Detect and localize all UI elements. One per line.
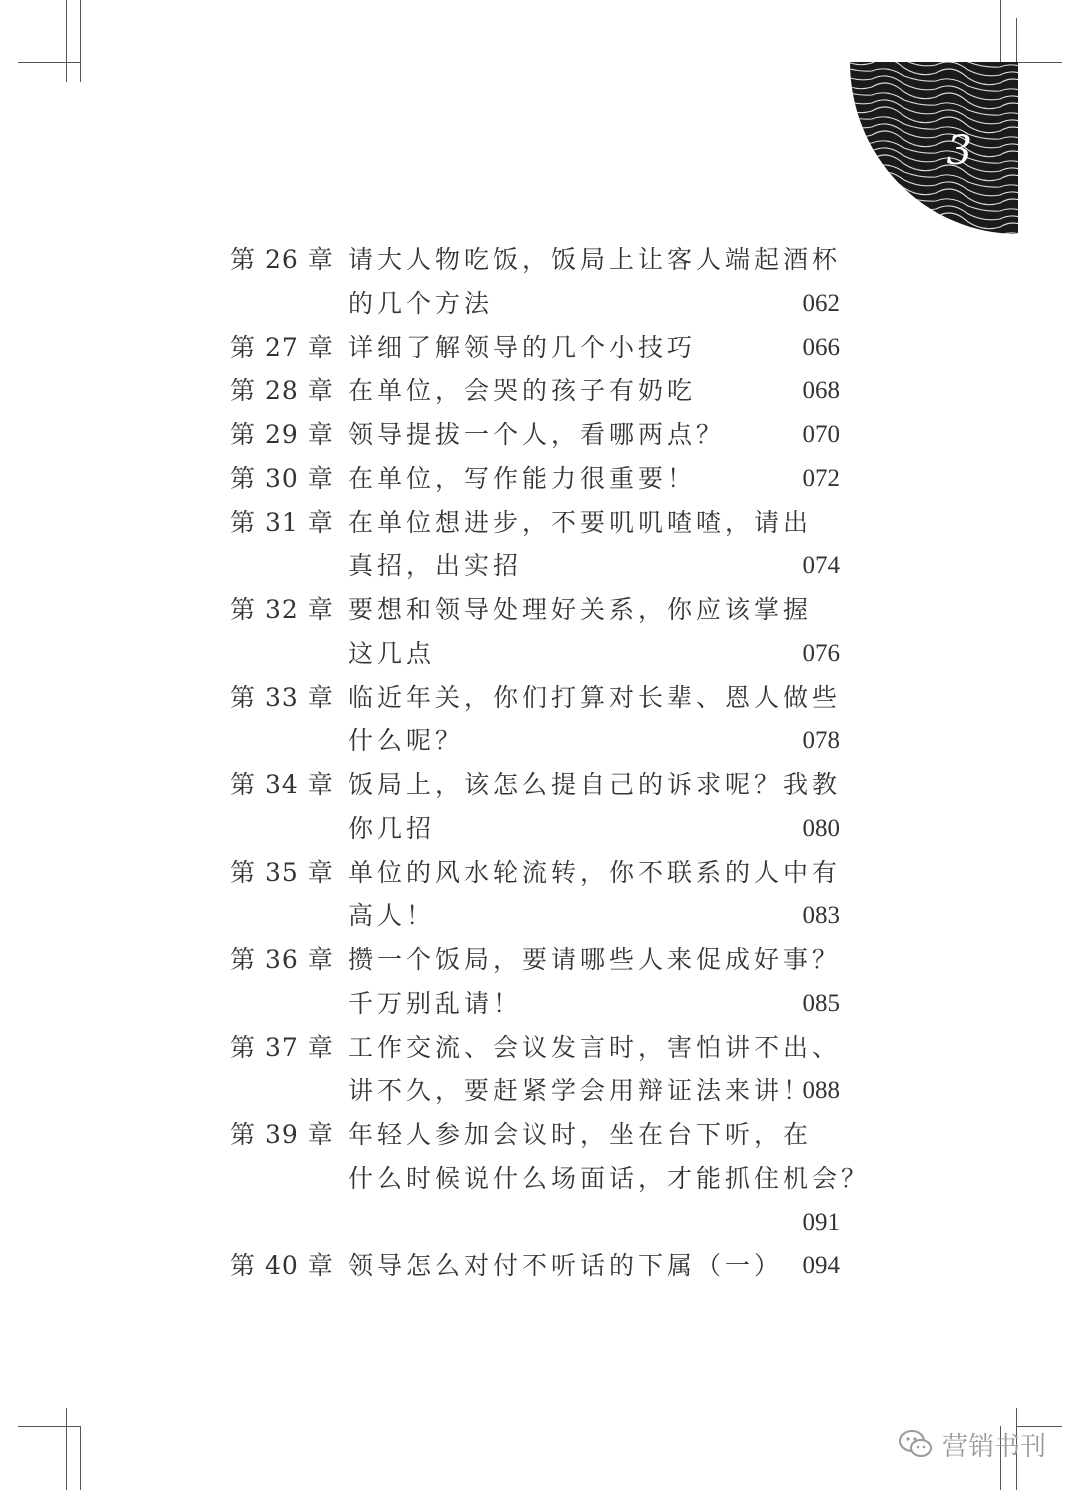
chapter-label: 第 32 章 xyxy=(230,595,334,624)
page-ref: 062 xyxy=(802,289,840,317)
entry-title-line: 年轻人参加会议时，坐在台下听，在 xyxy=(348,1120,813,1149)
toc-entry xyxy=(230,457,840,501)
decorative-corner-pattern xyxy=(850,62,1018,234)
toc-entry xyxy=(230,238,840,326)
watermark-text: 营销书刊 xyxy=(941,1431,1046,1462)
entry-title-line: 在单位，写作能力很重要！ xyxy=(348,463,697,493)
entry-title-line: 高人！ xyxy=(348,901,436,931)
chapter-label: 第 40 章 xyxy=(230,1251,334,1281)
entry-title-line: 攒一个饭局，要请哪些人来促成好事？ xyxy=(348,945,842,974)
entry-title-line: 你几招 xyxy=(348,813,436,843)
toc-row xyxy=(230,763,840,807)
entry-title-line: 真招，出实招 xyxy=(348,551,523,581)
toc-row xyxy=(230,238,840,282)
chapter-label: 第 35 章 xyxy=(230,857,334,887)
toc-entry xyxy=(230,1244,840,1288)
toc-row xyxy=(230,1244,840,1288)
toc-row xyxy=(230,807,840,851)
chapter-label: 第 29 章 xyxy=(230,420,334,449)
toc-row xyxy=(230,457,840,501)
page-ref: 091 xyxy=(802,1208,840,1236)
toc-row xyxy=(230,632,840,676)
entry-title-line: 在单位想进步，不要叽叽喳喳，请出 xyxy=(348,507,813,537)
entry-title-line: 领导提拔一个人，看哪两点？ xyxy=(348,420,726,449)
entry-title-line: 要想和领导处理好关系，你应该掌握 xyxy=(348,595,813,624)
page-ref: 078 xyxy=(802,727,840,755)
entry-title-line: 临近年关，你们打算对长辈、恩人做些 xyxy=(348,682,842,712)
chapter-label: 第 27 章 xyxy=(230,332,334,362)
chapter-label: 第 37 章 xyxy=(230,1032,334,1062)
toc-entry xyxy=(230,1113,871,1244)
toc-row xyxy=(230,851,840,895)
page-ref: 068 xyxy=(802,377,840,405)
wechat-icon xyxy=(898,1428,934,1460)
table-of-contents xyxy=(230,238,871,1288)
toc-row xyxy=(230,719,840,763)
toc-row xyxy=(230,1069,840,1113)
toc-row xyxy=(230,326,840,370)
chapter-label: 第 33 章 xyxy=(230,682,334,712)
toc-entry xyxy=(230,588,840,676)
entry-title-line: 饭局上，该怎么提自己的诉求呢？我教 xyxy=(348,770,842,799)
chapter-label: 第 28 章 xyxy=(230,376,334,406)
toc-entry xyxy=(230,676,840,764)
page-ref: 088 xyxy=(802,1077,840,1105)
toc-entry xyxy=(230,851,840,939)
entry-title-line: 在单位，会哭的孩子有奶吃 xyxy=(348,376,697,406)
entry-title-line: 领导怎么对付不听话的下属（一） xyxy=(348,1251,784,1281)
toc-entry xyxy=(230,413,840,457)
page-ref: 076 xyxy=(802,639,840,667)
toc-row xyxy=(230,1113,840,1157)
page-ref: 085 xyxy=(802,989,840,1017)
toc-row xyxy=(230,982,840,1026)
chapter-label: 第 30 章 xyxy=(230,463,334,493)
entry-title-line: 千万别乱请！ xyxy=(348,988,523,1018)
page-ref: 074 xyxy=(802,552,840,580)
entry-title-line: 这几点 xyxy=(348,638,436,668)
crop-mark-top-left xyxy=(18,0,84,82)
toc-row xyxy=(230,588,840,632)
page-ref: 072 xyxy=(802,464,840,492)
toc-entry xyxy=(230,938,840,1026)
toc-row xyxy=(230,1157,871,1201)
toc-row xyxy=(230,413,840,457)
entry-title-line: 讲不久，要赶紧学会用辩证法来讲！ xyxy=(348,1076,813,1106)
crop-mark-bottom-left xyxy=(18,1408,84,1490)
page-ref: 066 xyxy=(802,333,840,361)
toc-row xyxy=(230,369,840,413)
toc-entry xyxy=(230,369,840,413)
toc-row xyxy=(230,938,840,982)
chapter-label: 第 39 章 xyxy=(230,1120,334,1149)
page-number: 3 xyxy=(946,128,972,174)
toc-row xyxy=(230,676,840,720)
toc-row xyxy=(230,544,840,588)
toc-row xyxy=(230,894,840,938)
chapter-label: 第 26 章 xyxy=(230,245,334,274)
entry-title-line: 请大人物吃饭，饭局上让客人端起酒杯 xyxy=(348,245,842,274)
toc-entry xyxy=(230,501,840,589)
toc-row xyxy=(230,282,840,326)
toc-entry xyxy=(230,1026,840,1114)
toc-row xyxy=(230,1026,840,1070)
entry-title-line: 什么呢？ xyxy=(348,726,465,756)
entry-title-line: 的几个方法 xyxy=(348,288,494,318)
toc-row xyxy=(230,501,840,545)
page-ref: 070 xyxy=(802,421,840,448)
page-ref: 094 xyxy=(802,1252,840,1280)
toc-entry xyxy=(230,763,840,851)
entry-title-line: 什么时候说什么场面话，才能抓住机会？ xyxy=(348,1163,871,1193)
chapter-label: 第 31 章 xyxy=(230,507,334,537)
chapter-label: 第 34 章 xyxy=(230,770,334,799)
entry-title-line: 单位的风水轮流转，你不联系的人中有 xyxy=(348,857,842,887)
entry-title-line: 工作交流、会议发言时，害怕讲不出、 xyxy=(348,1032,842,1062)
page-ref: 080 xyxy=(802,814,840,842)
toc-row xyxy=(230,1201,840,1245)
toc-entry xyxy=(230,326,840,370)
page-ref: 083 xyxy=(802,902,840,930)
chapter-label: 第 36 章 xyxy=(230,945,334,974)
entry-title-line: 详细了解领导的几个小技巧 xyxy=(348,332,697,362)
watermark xyxy=(898,1424,1046,1464)
